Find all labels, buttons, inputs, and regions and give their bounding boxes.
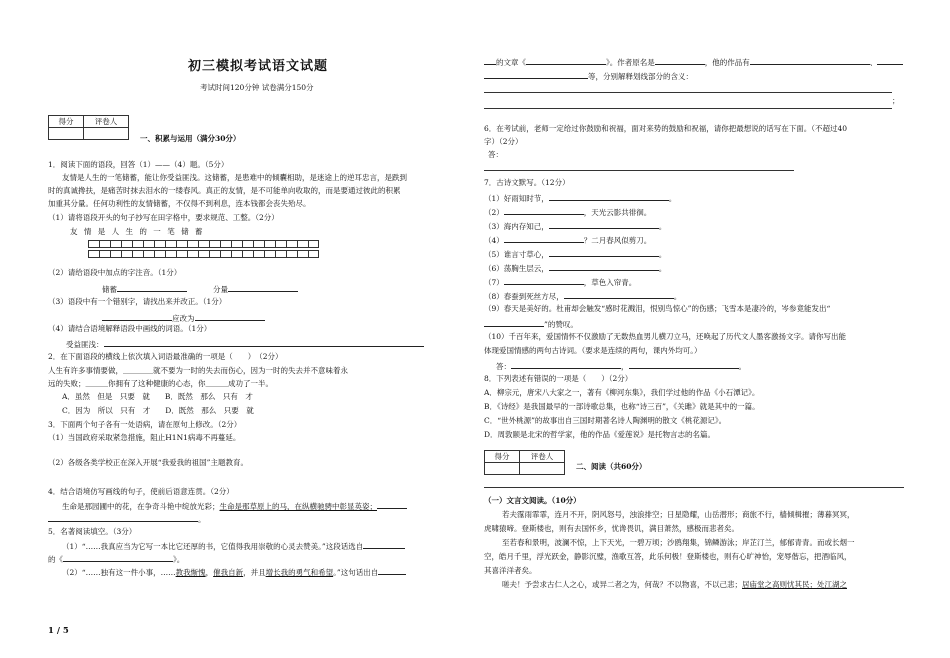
p10c: 答： [496,362,511,371]
p4a: （4） [484,236,504,245]
q2-options-ab: A．虽然 但是 只要 就 B．既然 那么 只有 才 [62,392,253,401]
q8b: B．《诗经》是我国最早的一部诗歌总集，也称“诗三百”，《关雎》就是其中的一篇。 [484,402,760,411]
q5-s2a: （2）“……独有这一件小事，…… [62,568,176,577]
q5-underline-1: 教我惭愧 [175,568,206,577]
r1c: ，他的作品有 [704,58,750,67]
q1-para-1: 友情是人生的一笔储蓄，能让你受益匪浅。这储蓄，是患难中的倾囊相助，是迷途上的逆耳忠言，是跌到 [62,173,407,182]
q5-underline-3: 增长我的勇气和希望 [265,568,334,577]
section2-heading: 二、阅读（共60分） [576,462,647,471]
pinyin-answer-1[interactable] [117,283,187,292]
q1-sub2: （2）请给语段中加点的字注音。（1分） [48,268,182,277]
q2-options-cd: C．因为 所以 只有 才 D．既然 那么 只要 就 [62,406,254,415]
q3-s1: （1）当国政府采取紧急措施，阻止H1N1病毒不再蔓延。 [48,433,241,442]
reading-line-1: 若夫霪雨霏霏，连月不开，阴风怒号，浊浪排空；日星隐耀，山岳潜形；商旅不行，樯倾楫摧；薄暮冥冥， [502,510,855,519]
q1-para-3: 加重其分量。任何功利性的友情储蓄，不仅得不到利息，连本钱都会丧失殆尽。 [48,199,311,208]
p8: （8）春蚕到死丝方尽， [484,292,564,301]
writing-grid[interactable] [88,240,319,258]
section1-heading: 一、积累与运用（满分30分） [140,134,241,143]
reading-line-6b: 居庙堂之高则忧其民；处江湖之 [742,580,847,589]
score-table-2: 得分 评卷人 [484,450,565,475]
q8c: C．“世外桃源”的故事出自三国时期著名诗人陶渊明的散文《桃花源记》。 [484,416,727,425]
reading-line-4: 空，皓月千里，浮光跃金，静影沉璧，渔歌互答，此乐何极！登斯楼也，则有心旷神怡，宠辱偕忘，把酒临风， [484,552,852,561]
q1-prompt: 1．阅读下面的语段，回答（1）——（4）题。（5分） [48,160,229,169]
p2a: （2） [484,208,504,217]
sub4-word: 受益匪浅： [66,340,104,349]
reading-line-3: 至若春和景明，波澜不惊，上下天光，一碧万顷；沙鸥翔集，锦鳞游泳；岸芷汀兰，郁郁青青。而或长烟一 [502,538,855,547]
pinyin-answer-2[interactable] [228,283,298,292]
q5-s1: （1）“……我真应当为它写一本比它还厚的书，它值得我用崇敬的心灵去赞美。”这段话选自 [62,542,364,551]
q2-line2: 远的失败；＿＿＿你拥有了这种健康的心态，你＿＿＿成功了一半。 [48,379,273,388]
q5-prompt: 5．名著阅读填空。（3分） [48,527,137,536]
q6: 6．在考试前，老师一定给过你鼓励和祝福，面对来势的鼓励和祝福，请你把最想说的话写在下面。（不超过40 [484,124,848,133]
q6-answer-line[interactable] [484,170,794,171]
q5-book-answer[interactable] [63,553,173,562]
score-table [48,115,129,140]
p9: （9）春天是美好的。杜甫却会触发“感时花溅泪，恨别鸟惊心”的伤感；飞雪本是凄冷的，岑参竟能发出“ [484,304,831,313]
p10b: 体现爱国情感的两句古诗词。（要求是连续的两句，课内外均可。） [484,346,702,355]
p4b: ？二月春风似剪刀。 [583,236,652,245]
q4-line-a: 生命是那园圃中的花，在争奇斗艳中绽放光彩； [62,502,220,511]
q2-line1: 人生有许多事情要做，＿＿＿＿就不要为一时的失去而伤心，因为一时的失去并不意味着永 [48,366,348,375]
sub2-word-a: 储蓄 [102,285,117,294]
p5: （5）谁言寸草心， [484,250,549,259]
q2-prompt: 2．在下面语段的横线上依次填入词语最准确的一项是（ ） （2分） [48,352,283,361]
reading-line-2: 虎啸猿啼。登斯楼也，则有去国怀乡，忧谗畏讥，满目萧然，感极而悲者矣。 [484,524,739,533]
page-number: 1 / 5 [48,626,69,636]
typo-fix-answer[interactable] [195,312,265,321]
q4-prompt: 4．结合语境仿写画线的句子，使前后语意连贯。（2分） [48,487,234,496]
q8d: D．周敦颐是北宋的哲学家，他的作品《爱莲说》是托物言志的名篇。 [484,430,716,439]
exam-subtitle: 考试时间120分钟 试卷满分150分 [200,83,314,92]
grid-sample-text: 友 情 是 人 生 的 一 笔 储 蓄 [70,227,205,236]
sub3-fix-label: 应改为 [172,314,195,323]
q8a: A．柳宗元，唐宋八大家之一，著有《柳河东集》，我们学过他的作品《小石潭记》。 [484,388,760,397]
q5-s2c: 。”这句话出自 [333,568,379,577]
reading-title: （一）文言文阅读。（10分） [484,496,581,505]
q1-para-2: 时的真诚搀扶，是痛苦时抹去泪水的一缕春风。真正的友情，是不可能单向收取的，而是要通过彼此的积累 [48,186,401,195]
p9b: ”的赞叹。 [544,320,578,329]
reading-line-5: 其喜洋洋者矣。 [484,566,537,575]
score-label: 得分 [49,116,84,128]
r2: 等，分别解释划线部分的含义： [588,72,693,81]
q1-sub3: （3）语段中有一个错别字，请找出来并改正。（1分） [48,297,227,306]
reading-line-6a: 嗟夫！予尝求古仁人之心，或异二者之为，何哉？不以物喜，不以己悲； [502,580,742,589]
q1-sub4: （4）请结合语境解释语段中画线的词语。（1分） [48,324,212,333]
q1-sub1: （1）请将语段开头的句子抄写在田字格中，要求规范、工整。（2分） [48,213,279,222]
q6b: 字）（2分） [484,137,523,146]
q4-answer[interactable] [48,513,198,522]
sub2-word-b: 分量 [213,285,228,294]
q5-s1c: 》。 [173,555,185,564]
q6c: 答： [488,150,503,159]
q5-s1b: 的《 [48,555,63,564]
p7b: ，草色入帘青。 [583,278,637,287]
r1a: 的文章《 [496,58,526,67]
q7: 7．古诗文默写。（12分） [484,178,570,187]
q3-s2: （2）各级各类学校正在深入开展“我爱我的祖国”主题教育。 [48,458,248,467]
q3-prompt: 3．下面两个句子各有一处语病，请在原句上修改。（2分） [48,420,242,429]
p6: （6）荡胸生层云， [484,264,549,273]
q5-s2b: ，并且 [243,568,266,577]
explain-answer[interactable] [104,338,424,347]
page-title: 初三模拟考试语文试题 [188,59,329,74]
p1: （1）好雨知时节， [484,194,549,203]
p10: （10）千百年来，爱国情怀不仅激励了无数热血男儿横刀立马，还唤起了历代文人墨客激扬文字。请你写出能 [484,332,847,341]
typo-answer[interactable] [102,312,172,321]
p3: （3）海内存知己， [484,222,549,231]
exam-page: 初三模拟考试语文试题 考试时间120分钟 试卷满分150分 得分 评卷人 一、积累与运用（满分30分） 1．阅读下面的语段，回答（1）——（4）题。（5分） 友情是人生的一笔储蓄，能让你受益匪浅。这储蓄，是患难中的倾囊相助，是迷途上的逆耳忠言，是跌到 时的真诚搀扶，是痛苦时抹去泪水的一缕春风。真正的友情，是不可能单向收取的，而是要通过彼此的积累 加重其分量。任何功利性的友情储蓄，不仅得不到利息，连本钱都会丧失殆尽。 （1）请将语段开头的句子抄写在田字格中，要求规范、工整。（2分） 友 情 是 人 生 的 一 笔 储 蓄 （2）请给语段中加点的字注音。（1分） 储蓄 分量 （3）语段中有一个错别字，请找出来并改正。（1分） 应改为 （4）请结合语境解释语段中画线的词语。（1分） 受益匪浅： 2．在下面语段的横线上依次填入词语最准确的一项是（ ） （2分） 人生有许多事情要做，＿＿＿＿就不要为一时的失去而伤心，因为一时的失去并不意味着永 远的失败；＿＿＿你拥有了这种健康的心态，你＿＿＿成功了一半。 A．虽然 但是 只要 就 B．既然 那么 只有 才 C．因为 所以 只有 才 D．既然 那么 只要 就 3．下面两个句子各有一处语病，请在原句上修改。（2分） （1）当国政府采取紧急措施，阻止H1N1病毒不再蔓延。 （2）各级各类学校正在深入开展“我爱我的祖国”主题教育。 4．结合语境仿写画线的句子，使前后语意连贯。（2分） 生命是那园圃中的花，在争奇斗艳中绽放光彩；生命是那草原上的马，在纵横驰骋中彰显英姿； 。 5．名著阅读填空。（3分） （1）“……我真应当为它写一本比它还厚的书，它值得我用崇敬的心灵去赞美。”这段话选自 的《 》。 （2）“……独有这一件小事，……教我惭愧，催我自新，并且增长我的勇气和希望。”这句话出自 的文章《 》。作者原名是 ，他的作品有 、 等，分别解释划线部分的含义： ； 6．在考试前，老师一定给过你鼓励和祝福，面对来势的鼓励和祝福，请你把最想说的话写在下面。（不超过40 字）（2分） 答： 7．古诗文默写。（12分） （1）好雨知时节， 。 （2） ，天光云影共徘徊。 （3）海内存知己， 。 （4） ？二月春风似剪刀。 （5）谁言寸草心， 。 （6）荡胸生层云， 。 （7） ，草色入帘青。 （8）春蚕到死丝方尽， 。 （9）春天是美好的。杜甫却会触发“感时花溅泪，恨别鸟惊心”的伤感；飞雪本是凄冷的，岑参竟能发出“ ”的赞叹。 （10）千百年来，爱国情怀不仅激励了无数热血男儿横刀立马，还唤起了历代文人墨客激扬文字。请你写出能 体现爱国情感的两句古诗词。（要求是连续的两句，课内外均可。） 答： ， 。 8．下列表述有错误的一项是（ ）（2分） A．柳宗元，唐宋八大家之一，著有《柳河东集》，我们学过他的作品《小石潭记》。 B．《诗经》是我国最早的一部诗歌总集，也称“诗三百”，《关雎》就是其中的一篇。 C．“世外桃源”的故事出自三国时期著名诗人陶渊明的散文《桃花源记》。 D．周敦颐是北宋的哲学家，他的作品《爱莲说》是托物言志的名篇。 得分 评卷人 二、阅读（共60分） （一）文言文阅读。（10分） 若夫霪雨霏霏，连月不开，阴风怒号，浊浪排空；日星隐耀，山岳潜形；商旅不行，樯倾楫摧；薄暮冥冥， 虎啸猿啼。登斯楼也，则有去国怀乡，忧谗畏讥，满目萧然，感极而悲者矣。 至若春和景明，波澜不惊，上下天光，一碧万顷；沙鸥翔集，锦鳞游泳；岸芷汀兰，郁郁青青。而或长烟一 空，皓月千里，浮光跃金，静影沉璧，渔歌互答，此乐何极！登斯楼也，则有心旷神怡，宠辱偕忘，把酒临风， 其喜洋洋者矣。 嗟夫！予尝求古仁人之心，或异二者之为，何哉？不以物喜，不以己悲；居庙堂之高则忧其民；处江湖之 1 / 5 [0,0,950,658]
q4-line-b: 生命是那草原上的马，在纵横驰骋中彰显英姿； [219,502,377,511]
q5-underline-2: 催我自新 [213,568,244,577]
p2b: ，天光云影共徘徊。 [583,208,652,217]
q8: 8．下列表述有错误的一项是（ ）（2分） [484,374,633,383]
p7a: （7） [484,278,504,287]
grader-label: 评卷人 [84,116,129,128]
r1b: 》。作者原名是 [606,58,655,67]
